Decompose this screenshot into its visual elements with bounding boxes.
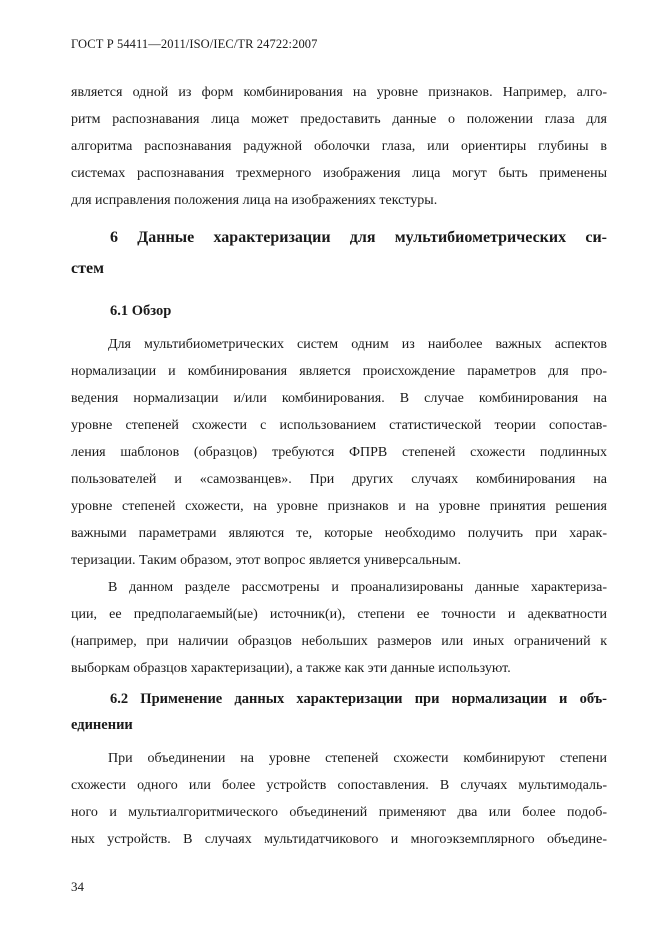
text-line: При объединении на уровне степеней схожести комбинируют степени (108, 751, 607, 766)
paragraph-6-1-b (71, 574, 607, 682)
section-6-heading (71, 222, 607, 284)
paragraph-intro (71, 79, 607, 214)
document-header: ГОСТ Р 54411—2011/ISO/IEC/TR 24722:2007 (71, 37, 318, 51)
section-6-2-heading (71, 686, 607, 738)
section-6-1-heading (110, 298, 607, 324)
text-line: для исправления положения лица на изображениях текстуры. (71, 193, 438, 208)
text-line: ции, ее предполагаемый(ые) источник(и), степени ее точности и адекватности (71, 607, 607, 622)
text-line: ведения нормализации и/или комбинирования. В случае комбинирования на (71, 391, 607, 406)
text-line: (например, при наличии образцов небольших размеров или иных ограничений к (71, 634, 607, 649)
text-line: Для мультибиометрических систем одним из наиболее важных аспектов (108, 337, 607, 352)
text-line: системах распознавания трехмерного изображения лица могут быть применены (71, 166, 607, 181)
text-line: ритм распознавания лица может предоставить данные о положении глаза для (71, 112, 607, 127)
text-line: ления шаблонов (образцов) требуются ФПРВ степеней схожести подлинных (71, 445, 607, 460)
text-line: алгоритма распознавания радужной оболочки глаза, или ориентиры глубины в (71, 139, 607, 154)
text-line: ного и мультиалгоритмического объединений применяют два или более подоб- (71, 805, 607, 820)
text-line: ных устройств. В случаях мультидатчикового и многоэкземплярного объедине- (71, 832, 607, 847)
heading-line: стем (71, 260, 104, 277)
text-line: схожести одного или более устройств сопоставления. В случаях мультимодаль- (71, 778, 607, 793)
heading-line: единении (71, 717, 133, 733)
paragraph-6-2 (71, 745, 607, 853)
heading-line: 6 Данные характеризации для мультибиометрических си- (110, 229, 607, 246)
heading-line: 6.1 Обзор (110, 303, 172, 319)
text-line: уровне степеней схожести с использованием статистической теории сопостав- (71, 418, 607, 433)
text-line: нормализации и комбинирования является происхождение параметров для про- (71, 364, 607, 379)
paragraph-6-1-a (71, 331, 607, 574)
text-line: является одной из форм комбинирования на уровне признаков. Например, алго- (71, 85, 607, 100)
text-line: теризации. Таким образом, этот вопрос является универсальным. (71, 553, 461, 568)
heading-line: 6.2 Применение данных характеризации при нормализации и объ- (110, 691, 607, 707)
text-line: В данном разделе рассмотрены и проанализированы данные характериза- (108, 580, 607, 595)
text-line: важными параметрами являются те, которые необходимо получить при харак- (71, 526, 607, 541)
text-line: пользователей и «самозванцев». При других случаях комбинирования на (71, 472, 607, 487)
page-number: 34 (71, 879, 84, 894)
text-line: уровне степеней схожести, на уровне признаков и на уровне принятия решения (71, 499, 607, 514)
text-line: выборкам образцов характеризации), а также как эти данные используют. (71, 661, 511, 676)
